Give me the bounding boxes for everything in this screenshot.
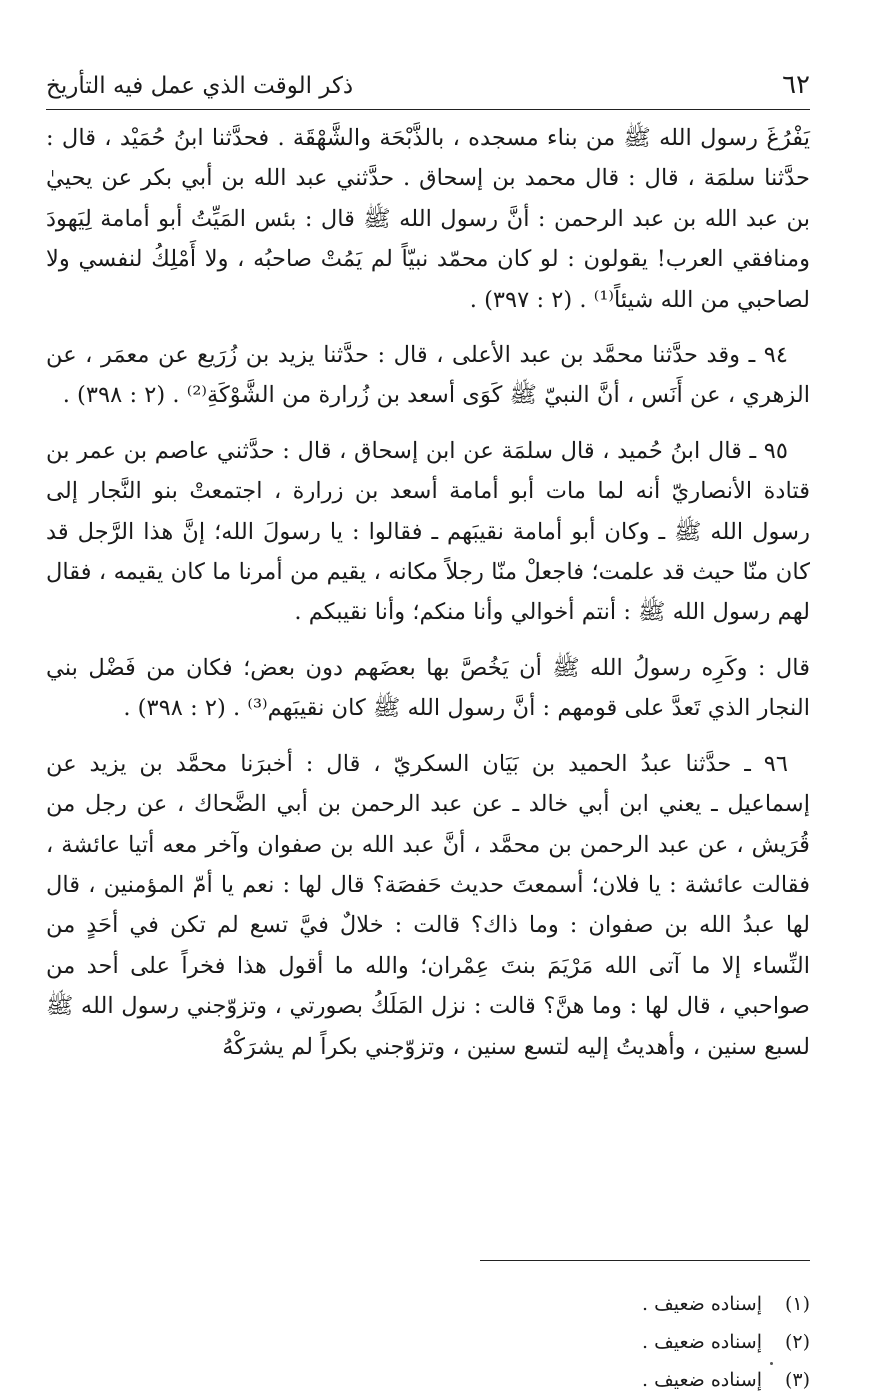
- running-title: ذكر الوقت الذي عمل فيه التأريخ: [46, 73, 354, 99]
- page-number: ٦٢: [782, 70, 810, 100]
- paragraph: يَفْرُغَ رسول الله ﷺ من بناء مسجده ، بالذَّبْحَة والشَّهْقَة . فحدَّثنا ابنُ حُمَيْد ، قال : حدَّثنا سلمَة ، قال : قال محمد بن إسحاق . حدَّثني عبد الله بن أبي بكر عن يحييٰ بن عبد الله بن عبد الرحمن : أنَّ رسول الله ﷺ قال : بئس المَيِّتُ أبو أمامة لِيَهودَ ومنافقي العرب! يقولون : لو كان محمّد نبيّاً لم يَمُتْ صاحبُه ، ولا أَمْلِكُ لنفسي ولا لصاحبي من الله شيئاً⁽¹⁾ . (٢ : ٣٩٧) .: [46, 125, 810, 313]
- footnote-text: إسناده ضعيف .: [642, 1369, 762, 1391]
- main-text: [46, 118, 810, 1067]
- footnote: [46, 1323, 810, 1361]
- running-header: [46, 70, 810, 110]
- paragraph: ٩٦ ـ حدَّثنا عبدُ الحميد بن بَيَان السكريّ ، قال : أخبرَنا محمَّد بن يزيد عن إسماعيل ـ يعني ابن أبي خالد ـ عن عبد الرحمن بن أبي الضَّحاك ، عن رجل من قُرَيش ، عن عبد الرحمن بن محمَّد ، أنَّ عبد الله بن صفوان وآخر معه أتيا عائشة ، فقالت عائشة : يا فلان؛ أسمعتَ حديث حَفصَة؟ قال لها : نعم يا أمّ المؤمنين ، قال لها عبدُ الله بن صفوان : وما ذاك؟ قالت : خلالٌ فيَّ تسع لم تكن في أحَدٍ من النِّساء إلا ما آتى الله مَرْيَمَ بنتَ عِمْران؛ والله ما أقول هذا فخراً على أحد من صواحبي ، قال لها : وما هنَّ؟ قالت : نزل المَلَكُ بصورتي ، وتزوّجني رسول الله ﷺ لسبع سنين ، وأهديتُ إليه لتسع سنين ، وتزوّجني بكراً لم يشرَكْهُ: [46, 750, 810, 1060]
- book-page: [46, 70, 810, 1391]
- footnote: [46, 1285, 810, 1323]
- footnote-number: (٣): [784, 1369, 810, 1391]
- paragraph: ٩٥ ـ قال ابنُ حُميد ، قال سلمَة عن ابن إسحاق ، قال : حدَّثني عاصم بن عمر بن قتادة الأنصاريّ أنه لما مات أبو أمامة أسعد بن زرارة ، اجتمعتْ بنو النَّجار إلى رسول الله ﷺ ـ وكان أبو أمامة نقيبَهم ـ فقالوا : يا رسولَ الله؛ إنَّ هذا الرَّجل قد كان منّا حيث قد علمت؛ فاجعلْ منّا رجلاً مكانه ، يقيم من أمرنا ما كان يقيمه ، فقال لهم رسول الله ﷺ : أنتم أخوالي وأنا منكم؛ وأنا نقيبكم .: [46, 437, 810, 626]
- footnote-number: (١): [784, 1293, 810, 1315]
- footnote-separator: [480, 1260, 810, 1261]
- footnote-number: (٢): [784, 1331, 810, 1353]
- paragraph: ٩٤ ـ وقد حدَّثنا محمَّد بن عبد الأعلى ، قال : حدَّثنا يزيد بن زُرَيع عن معمَر ، عن الزهري ، عن أَنَس ، أنَّ النبيّ ﷺ كَوَى أسعد بن زُرارة من الشَّوْكَةِ⁽²⁾ . (٢ : ٣٩٨) .: [46, 342, 810, 409]
- footnotes: [46, 1285, 810, 1399]
- footnote: [46, 1361, 810, 1399]
- footnote-text: إسناده ضعيف .: [642, 1331, 762, 1353]
- scan-speck: [770, 1362, 773, 1365]
- footnote-text: إسناده ضعيف .: [642, 1293, 762, 1315]
- paragraph: قال : وكَرِه رسولُ الله ﷺ أن يَخُصَّ بها بعضَهم دون بعض؛ فكان من فَضْل بني النجار الذي تَعدَّ على قومهم : أنَّ رسول الله ﷺ كان نقيبَهم⁽³⁾ . (٢ : ٣٩٨) .: [46, 654, 810, 722]
